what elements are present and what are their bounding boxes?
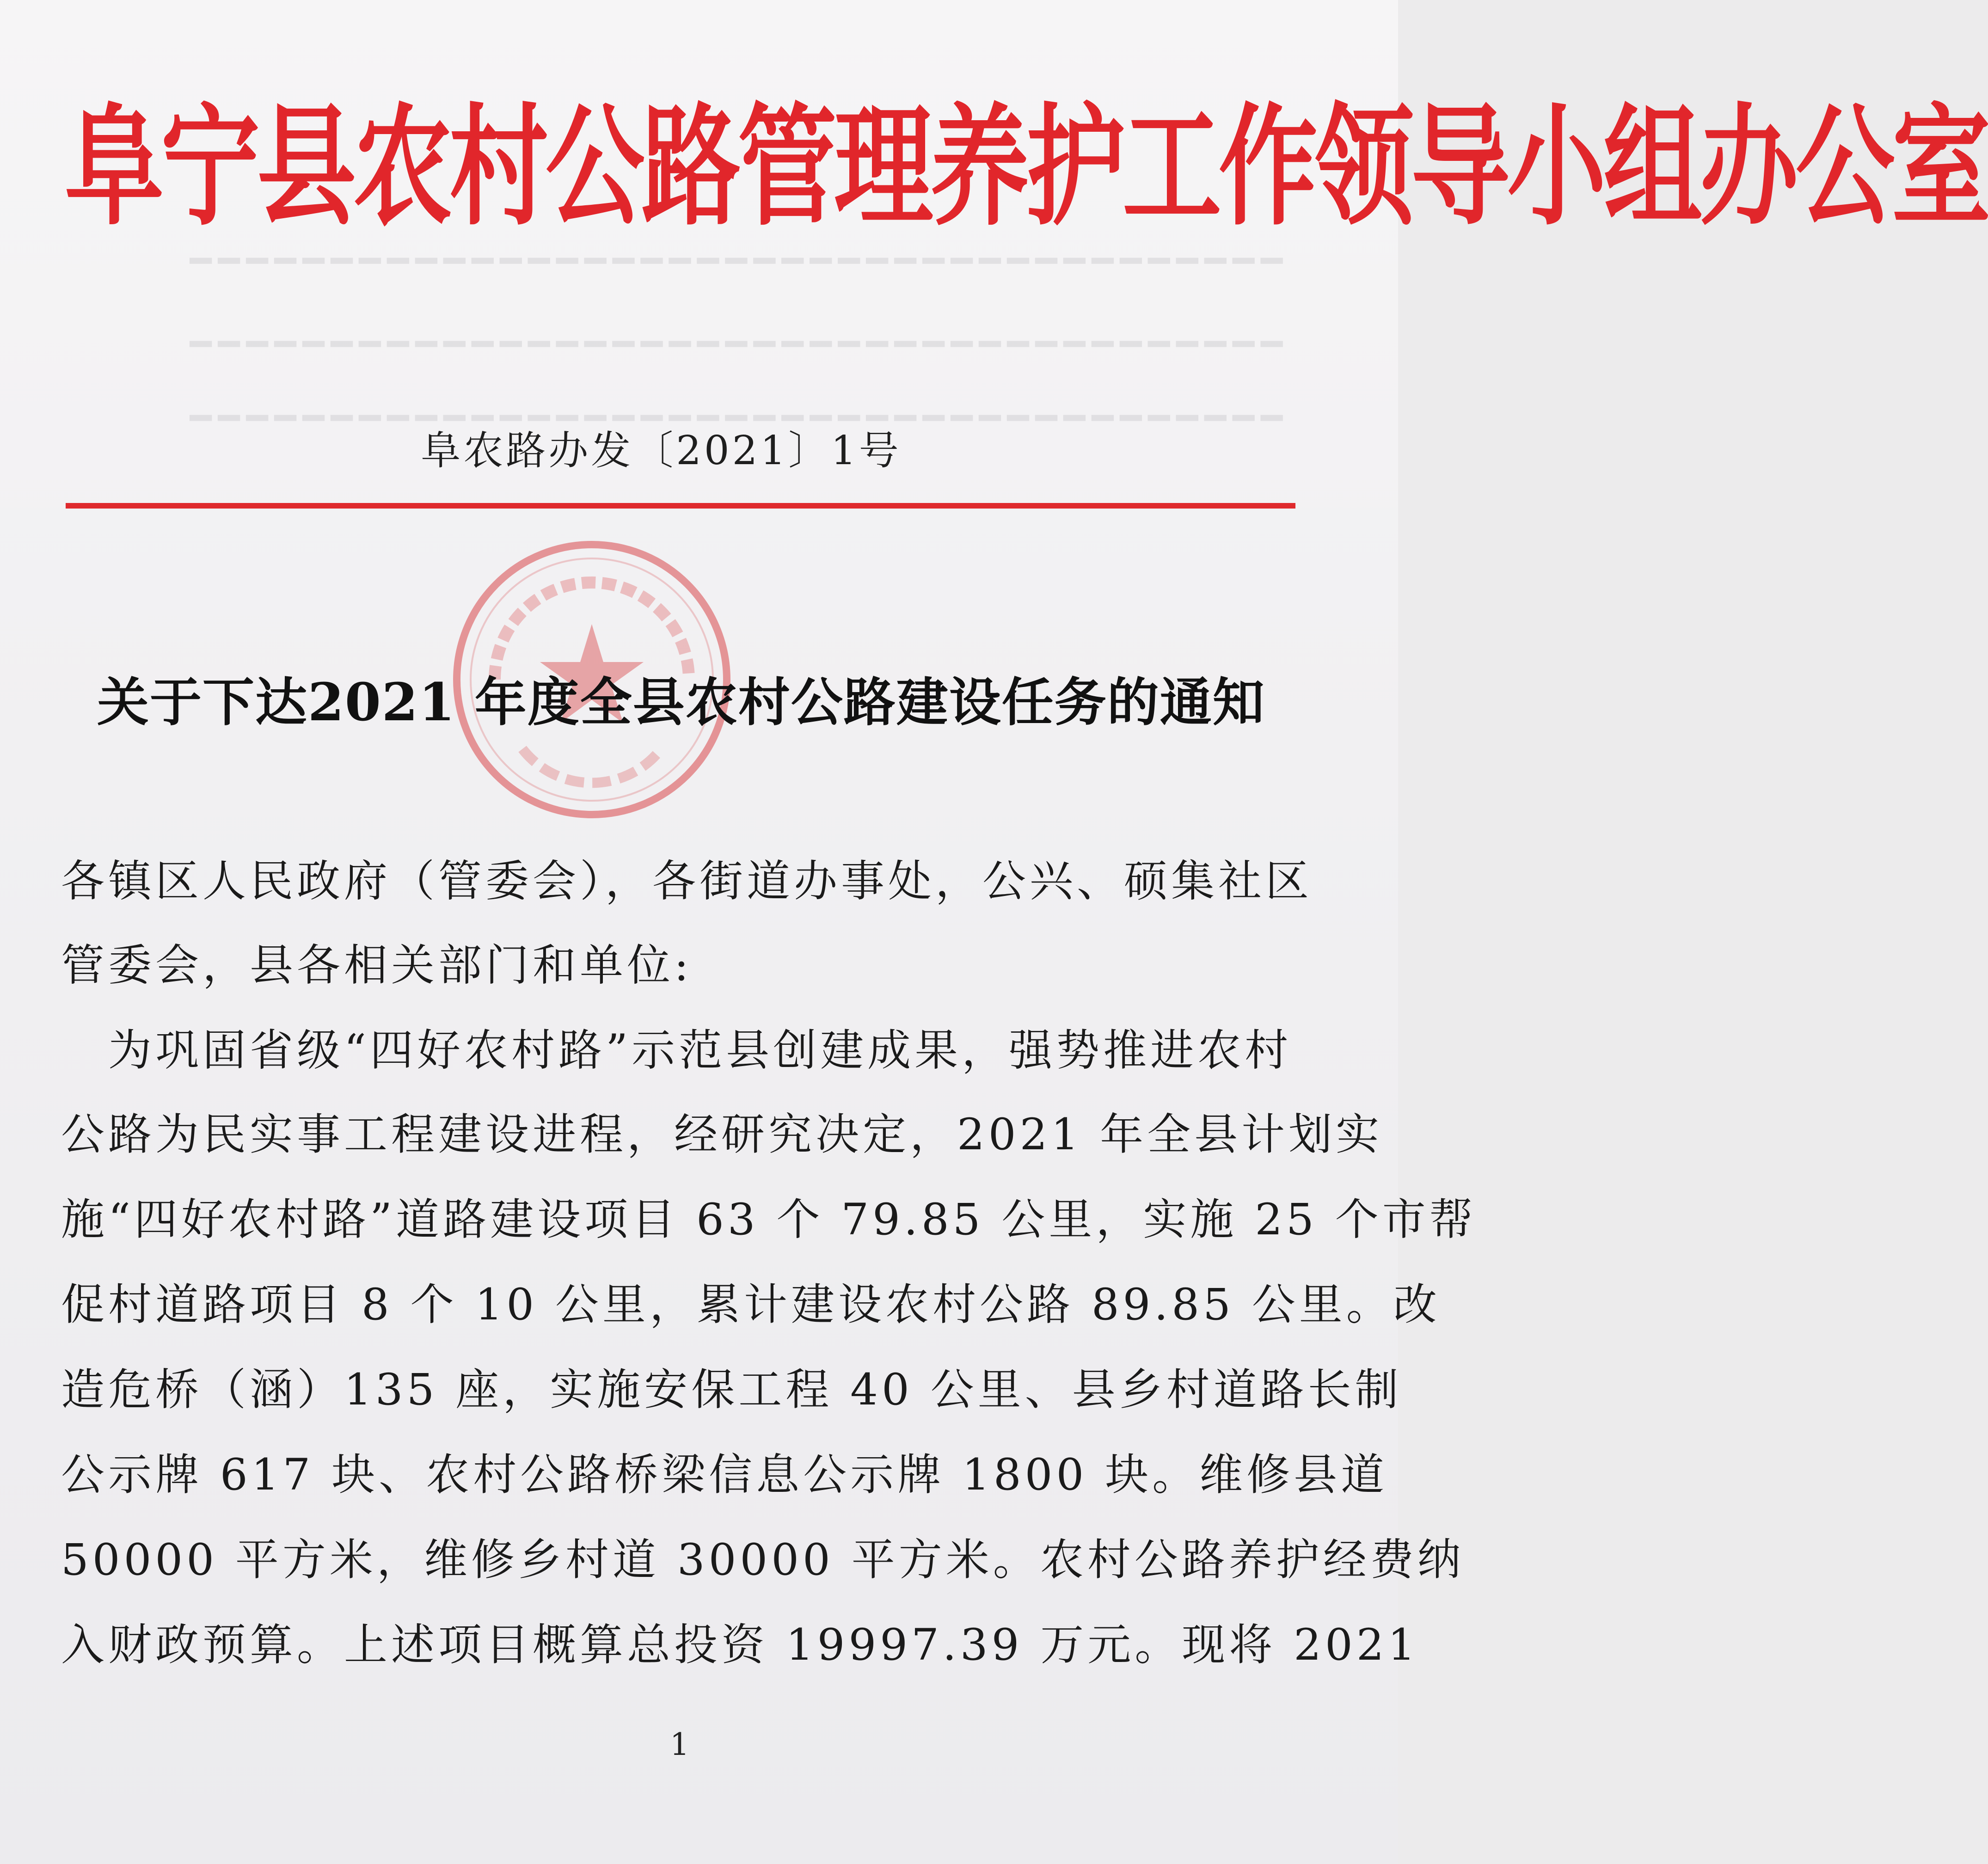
red-header-rule — [66, 503, 1295, 509]
notice-title: 关于下达2021 年度全县农村公路建设任务的通知 — [97, 672, 1265, 733]
page-number: 1 — [670, 1727, 689, 1762]
issuing-organization-title: 阜宁县农村公路管理养护工作领导小组办公室 — [65, 90, 1988, 244]
show-through-text: ━━━━━━━━━━━━━━━━━━━━━━━━━━━━━━━━━━━━━━━ — [183, 398, 1282, 439]
show-through-text: ━━━━━━━━━━━━━━━━━━━━━━━━━━━━━━━━━━━━━━━ — [183, 240, 1282, 282]
body-line: 公路为民实事工程建设进程，经研究决定，2021 年全县计划实 — [61, 1110, 1383, 1160]
body-line: 公示牌 617 块、农村公路桥梁信息公示牌 1800 块。维修县道 — [61, 1450, 1388, 1500]
body-line: 50000 平方米，维修乡村道 30000 平方米。农村公路养护经费纳 — [61, 1535, 1465, 1585]
body-line: 为巩固省级“四好农村路”示范县创建成果，强势推进农村 — [61, 1025, 1292, 1076]
body-line: 施“四好农村路”道路建设项目 63 个 79.85 公里，实施 25 个市帮 — [61, 1195, 1477, 1245]
body-line: 入财政预算。上述项目概算总投资 19997.39 万元。现将 2021 — [61, 1620, 1419, 1670]
document-number: 阜农路办发〔2021〕1号 — [421, 428, 902, 474]
body-line: 各镇区人民政府（管委会），各街道办事处，公兴、硕集社区 — [61, 856, 1313, 907]
body-line: 造危桥（涵）135 座，实施安保工程 40 公里、县乡村道路长制 — [61, 1365, 1402, 1415]
show-through-text: ━━━━━━━━━━━━━━━━━━━━━━━━━━━━━━━━━━━━━━━ — [183, 324, 1282, 365]
body-line: 促村道路项目 8 个 10 公里，累计建设农村公路 89.85 公里。改 — [61, 1280, 1441, 1330]
body-line: 管委会，县各相关部门和单位: — [61, 940, 693, 991]
